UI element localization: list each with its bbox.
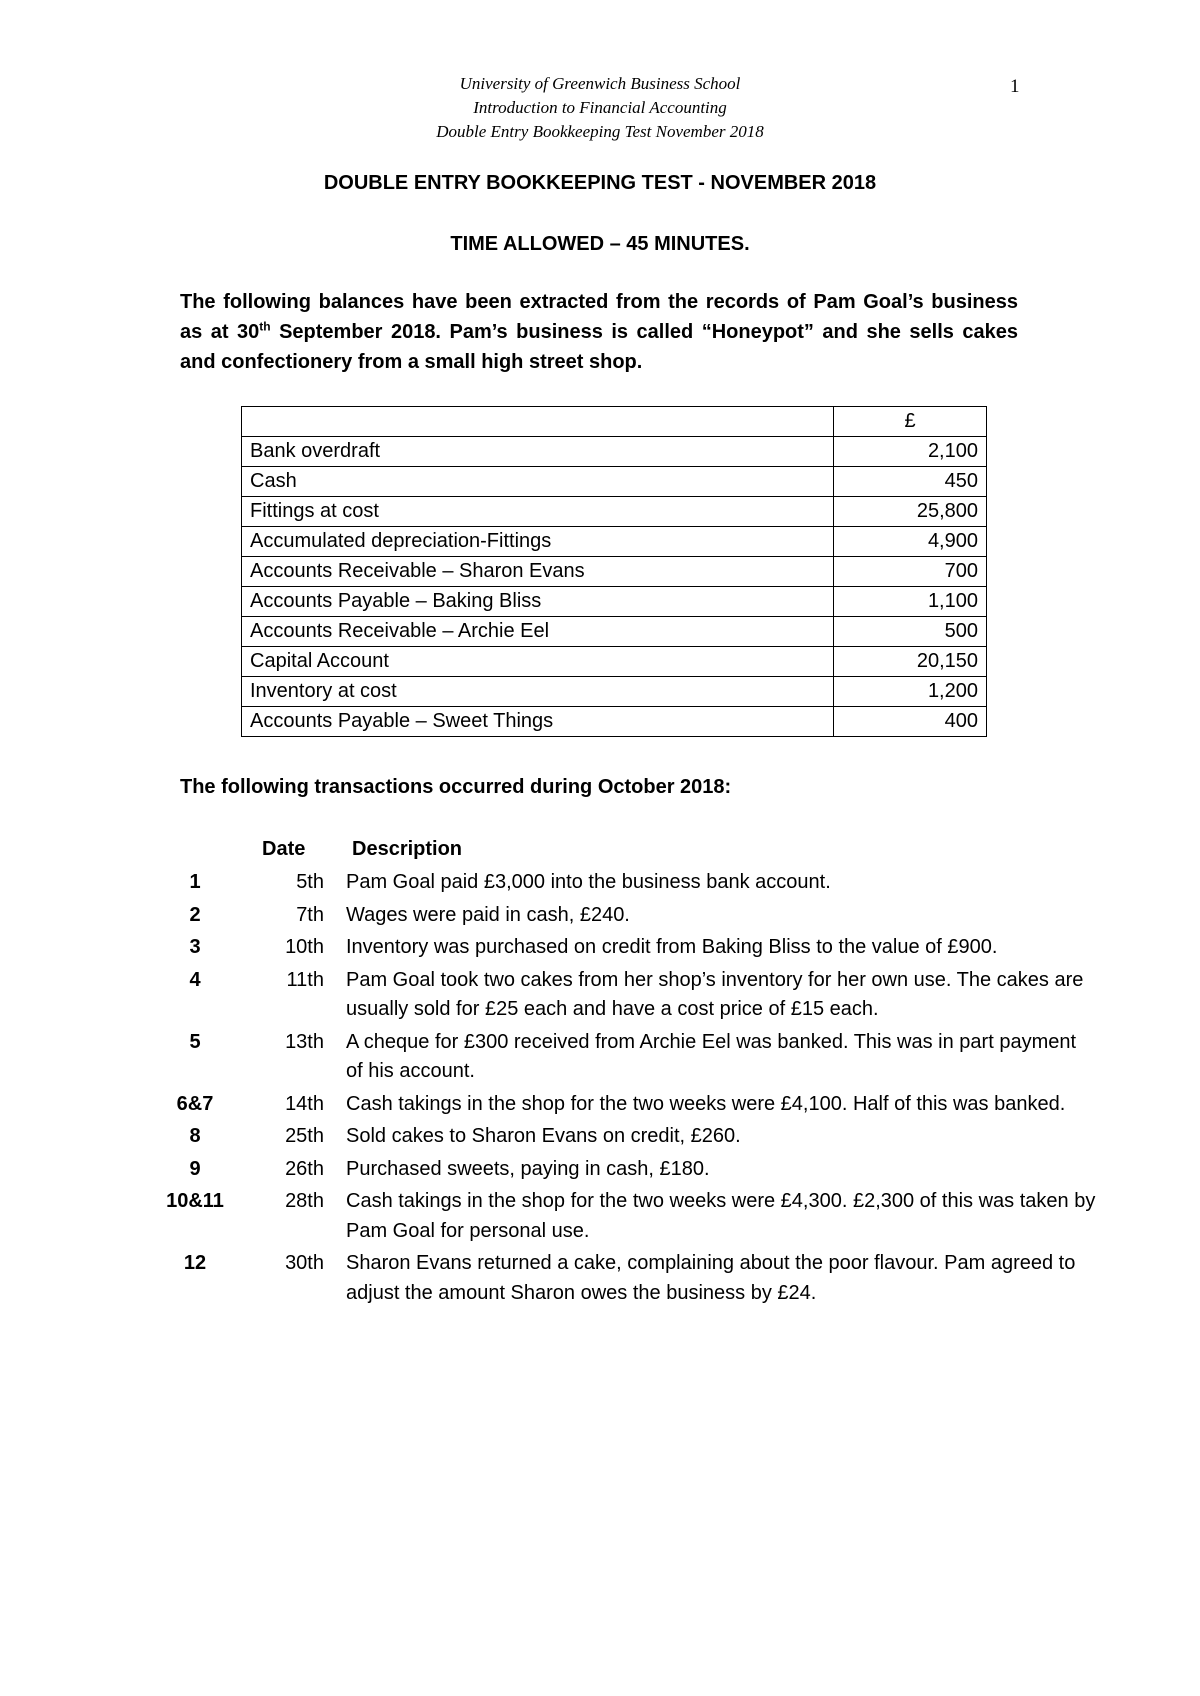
transaction-number: 2 <box>189 903 201 926</box>
table-header-row <box>242 407 987 437</box>
transaction-number: 12 <box>183 1252 207 1274</box>
transaction-date: 5th <box>296 871 324 893</box>
transaction-date: 25th <box>285 1125 324 1147</box>
header-school: University of Greenwich Business School <box>459 74 741 93</box>
transaction-date: 10th <box>285 936 324 958</box>
account-cell: Fittings at cost <box>242 497 834 527</box>
list-item <box>0 966 1200 1025</box>
transaction-description: Purchased sweets, paying in cash, £180. <box>346 1157 710 1180</box>
list-item <box>0 1155 1200 1185</box>
amount-cell: 25,800 <box>834 497 987 527</box>
balances-table <box>241 406 987 737</box>
transaction-description: Cash takings in the shop for the two weeks were £4,300. £2,300 of this was taken by Pam Goal for personal use. <box>346 1190 1096 1242</box>
account-cell: Accounts Payable – Baking Bliss <box>242 587 834 617</box>
transaction-number: 9 <box>189 1157 201 1180</box>
amount-cell: 700 <box>834 557 987 587</box>
transaction-number: 6&7 <box>176 1092 214 1115</box>
account-cell: Accounts Receivable – Archie Eel <box>242 617 834 647</box>
account-cell: Cash <box>242 467 834 497</box>
transaction-date: 11th <box>286 968 324 991</box>
page-title: DOUBLE ENTRY BOOKKEEPING TEST - NOVEMBER 2018 <box>323 172 877 194</box>
page-header <box>0 72 1200 144</box>
transaction-description: Sharon Evans returned a cake, complaining about the poor flavour. Pam agreed to adjust the amount Sharon owes the business by £24. <box>346 1252 1076 1304</box>
table-row <box>242 527 987 557</box>
table-row <box>242 677 987 707</box>
list-item <box>0 1028 1200 1087</box>
transaction-date: 28th <box>285 1190 324 1212</box>
transaction-description: Pam Goal paid £3,000 into the business bank account. <box>346 871 831 893</box>
header-account-cell <box>242 407 834 437</box>
account-cell: Accounts Receivable – Sharon Evans <box>242 557 834 587</box>
transaction-description: Cash takings in the shop for the two weeks were £4,100. Half of this was banked. <box>346 1092 1066 1115</box>
table-row <box>242 587 987 617</box>
table-row <box>242 437 987 467</box>
transaction-date: 7th <box>296 903 324 926</box>
account-cell: Accounts Payable – Sweet Things <box>242 707 834 737</box>
intro-text-part2: September 2018. Pam’s business is called “Honeypot” and she sells cakes and confectionery from a small high street shop. <box>180 321 1019 373</box>
table-row <box>242 707 987 737</box>
transaction-description: A cheque for £300 received from Archie Eel was banked. This was in part payment of his account. <box>346 1030 1077 1082</box>
table-row <box>242 497 987 527</box>
amount-cell: 1,200 <box>834 677 987 707</box>
amount-cell: 20,150 <box>834 647 987 677</box>
transaction-number: 4 <box>189 968 201 991</box>
transaction-description: Pam Goal took two cakes from her shop’s inventory for her own use. The cakes are usually sold for £25 each and have a cost price of £15 each. <box>346 968 1084 1020</box>
transaction-number: 3 <box>189 936 201 958</box>
transactions-heading: The following transactions occurred during October 2018: <box>180 776 732 798</box>
transaction-number: 8 <box>189 1125 201 1147</box>
transaction-date: 26th <box>285 1157 324 1180</box>
intro-superscript: th <box>259 319 271 334</box>
transaction-number: 1 <box>189 871 201 893</box>
description-column-header: Description <box>352 838 463 860</box>
transaction-date: 14th <box>285 1092 324 1115</box>
account-cell: Capital Account <box>242 647 834 677</box>
table-row <box>242 467 987 497</box>
header-course: Introduction to Financial Accounting <box>473 98 727 117</box>
intro-paragraph <box>180 287 1018 377</box>
table-row <box>242 647 987 677</box>
account-cell: Bank overdraft <box>242 437 834 467</box>
list-item <box>0 1249 1200 1308</box>
list-item <box>0 1187 1200 1246</box>
list-item <box>0 868 1200 898</box>
transaction-date: 13th <box>285 1030 324 1053</box>
list-item <box>0 1090 1200 1120</box>
amount-cell: 500 <box>834 617 987 647</box>
intro-text-part1: The following balances have been extracted from the records of Pam Goal’s business as at 30 <box>180 291 1018 343</box>
account-cell: Accumulated depreciation-Fittings <box>242 527 834 557</box>
list-item <box>0 1122 1200 1152</box>
amount-cell: 400 <box>834 707 987 737</box>
amount-cell: 2,100 <box>834 437 987 467</box>
transaction-description: Wages were paid in cash, £240. <box>346 903 630 926</box>
transaction-date: 30th <box>285 1252 324 1274</box>
amount-cell: 450 <box>834 467 987 497</box>
transaction-description: Sold cakes to Sharon Evans on credit, £260. <box>346 1125 741 1147</box>
header-currency-cell: £ <box>834 407 987 437</box>
page-number: 1 <box>1010 76 1020 97</box>
table-row <box>242 617 987 647</box>
transactions-list <box>0 868 1200 1311</box>
time-allowed: TIME ALLOWED – 45 MINUTES. <box>450 233 750 255</box>
amount-cell: 4,900 <box>834 527 987 557</box>
header-test: Double Entry Bookkeeping Test November 2018 <box>436 122 764 141</box>
transaction-number: 5 <box>189 1030 201 1053</box>
transaction-number: 10&11 <box>166 1190 224 1212</box>
amount-cell: 1,100 <box>834 587 987 617</box>
account-cell: Inventory at cost <box>242 677 834 707</box>
list-item <box>0 901 1200 931</box>
list-item <box>0 933 1200 963</box>
transaction-description: Inventory was purchased on credit from Baking Bliss to the value of £900. <box>346 936 998 958</box>
date-column-header: Date <box>262 838 306 860</box>
table-row <box>242 557 987 587</box>
